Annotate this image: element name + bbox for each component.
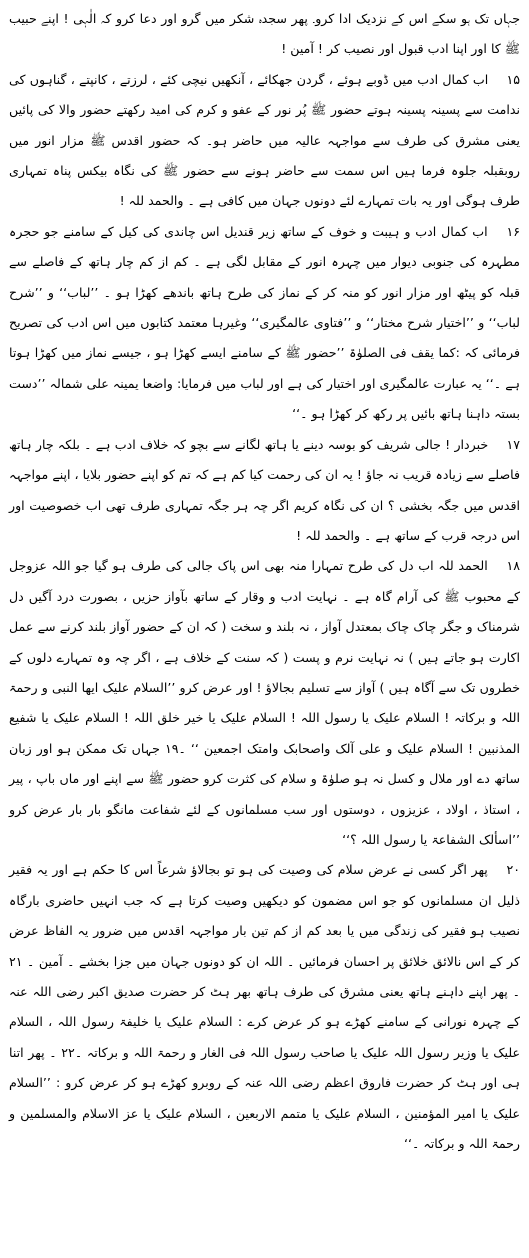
paragraph-15 (9, 65, 520, 217)
paragraph-number: ۱۵ (506, 71, 520, 87)
paragraph-intro (9, 4, 520, 65)
paragraph-text: الحمد للہ اب دل کی طرح تمہارا منہ بھی اس پاک جالی کی طرف ہو گیا جو اللہ عزوجل کے محبوب ﷺ کی آرام گاہ ہے ۔ نہایت ادب و وقار کے ساتھ بآواز حزیں ، بصورت درد آگیں دل شرمناک و جگر چاک چاک بمعتدل آواز ، نہ بلند و سخت ( کہ ان کے حضور آواز بلند کرنے سے عمل اکارت ہو جاتے ہیں ) نہ نہایت نرم و پست ( کہ سنت کے خلاف ہے ، اگر چہ وہ تمہارے دلوں کے خطروں تک سے آگاہ ہیں ) آواز سے تسلیم بجالاؤ ! اور عرض کرو ’’السلام علیک ایھا النبی و رحمۃ اللہ و برکاتہ ! السلام علیک یا رسول اللہ ! السلام علیک یا خیر خلق اللہ ! السلام علیک یا شفیع المذنبین ! السلام علیک و علی آلک واصحابک وامتک اجمعین ‘‘ ۔۱۹ جہاں تک ممکن ہو اور زبان ساتھ دے اور ملال و کسل نہ ہو صلوٰۃ و سلام کی کثرت کرو حضور ﷺ سے اپنے اور ماں باپ ، پیر ، استاذ ، اولاد ، عزیزوں ، دوستوں اور سب مسلمانوں کے لئے شفاعت مانگو بار بار عرض کرو ’’اسألک الشفاعۃ یا رسول اللہ ؟‘‘ (9, 558, 520, 847)
paragraph-text: پھر اگر کسی نے عرض سلام کی وصیت کی ہو تو بجالاؤ شرعاً اس کا حکم ہے اور یہ فقیر ذلیل ان مسلمانوں کو جو اس مضمون کو دیکھیں وصیت کرتا ہے کہ جب انہیں حاضری بارگاہ نصیب ہو فقیر کی زندگی میں یا بعد کم از کم تین بار مواجہہ اقدس میں ضرور یہ الفاظ عرض کر کے اس نالائق خلائق پر احسان فرمائیں ۔ اللہ ان کو دونوں جہان میں جزا بخشے ۔ آمین ۔ ۲۱ ۔ پھر اپنے داہنے ہاتھ یعنی مشرق کی طرف ہاتھ بھر ہٹ کر حضرت صدیق اکبر رضی اللہ عنہ کے چہرہ نورانی کے سامنے کھڑے ہو کر عرض کرے : السلام علیک یا خلیفۃ رسول اللہ ، السلام علیک یا وزیر رسول اللہ علیک یا صاحب رسول اللہ فی الغار و رحمۃ اللہ و برکاتہ ۔۲۲ ۔ پھر اتنا ہی اور ہٹ کر حضرت فاروق اعظم رضی اللہ عنہ کے روبرو کھڑے ہو کر عرض کرو : ’’السلام علیک یا امیر المؤمنین ، السلام علیک یا متمم الاربعین ، السلام علیک یا عز الاسلام والمسلمین و رحمۃ اللہ و برکاتہ ۔‘‘ (9, 862, 520, 1152)
paragraph-16 (9, 217, 520, 430)
paragraph-number: ۱۷ (506, 436, 520, 452)
paragraph-text: اب کمال ادب میں ڈوبے ہوئے ، گردن جھکائے ، آنکھیں نیچی کئے ، لرزتے ، کانپتے ، گناہوں کی ندامت سے پسینہ پسینہ ہوتے حضور ﷺ پُر نور کے عفو و کرم کی امید رکھتے حضور والا کی پائیں یعنی مشرق کی طرف سے مواجہہ عالیہ میں حاضر ہو۔ کہ حضور اقدس ﷺ مزار انور میں روبقبلہ جلوہ فرما ہیں اس سمت سے حاضر ہونے سے حضور ﷺ کی نگاہ بیکس پناہ تمہاری طرف ہوگی اور یہ بات تمہارے لئے دونوں جہان میں کافی ہے ۔ والحمد للہ ! (9, 71, 520, 209)
paragraph-text: خبردار ! جالی شریف کو بوسہ دینے یا ہاتھ لگانے سے بچو کہ خلاف ادب ہے ۔ بلکہ چار ہاتھ فاصلے سے زیادہ قریب نہ جاؤ ! یہ ان کی رحمت کیا کم ہے کہ تم کو اپنے حضور بلایا ، اپنے مواجہہ اقدس میں جگہ بخشی ؟ ان کی نگاہ کریم اگر چہ ہر جگہ تمہاری طرف تھی اب خصوصیت اور اس درجہ قرب کے ساتھ ہے ۔ والحمد للہ ! (9, 436, 520, 543)
paragraph-18 (9, 551, 520, 855)
paragraph-number: ۲۰ (506, 862, 520, 878)
paragraph-number: ۱۶ (506, 223, 520, 239)
paragraph-text: جہاں تک ہو سکے اس کے نزدیک ادا کرو۔ پھر سجدہ شکر میں گرو اور دعا کرو کہ الٰہی ! اپنے حبیب ﷺ کا اور اپنا ادب قبول اور نصیب کر ! آمین ! (9, 11, 520, 57)
paragraph-17 (9, 430, 520, 552)
paragraph-20 (9, 855, 520, 1159)
paragraph-text: اب کمال ادب و ہیبت و خوف کے ساتھ زیر قندیل اس چاندی کی کیل کے سامنے جو حجرہ مطہرہ کی جنوبی دیوار میں چہرہ انور کے مقابل لگی ہے ۔ کم از کم چار ہاتھ کے فاصلے سے قبلہ کو پیٹھ اور مزار انور کو منہ کر کے نماز کی طرح ہاتھ باندھے کھڑا ہو ۔ ’’لباب‘‘ و ’’شرح لباب‘‘ و ’’اختیار شرح مختار‘‘ و ’’فتاوی عالمگیری‘‘ وغیرہا معتمد کتابوں میں اس ادب کی تصریح فرمائی کہ :کما یقف فی الصلوٰۃ ’’حضور ﷺ کے سامنے ایسے کھڑا ہو ، جیسے نماز میں کھڑا ہوتا ہے ۔‘‘ یہ عبارت عالمگیری اور اختیار کی ہے اور لباب میں فرمایا: واضعا یمینہ علی شمالہ ’’دست بستہ داہنا ہاتھ بائیں پر رکھ کر کھڑا ہو ۔‘‘ (9, 223, 520, 422)
paragraph-number: ۱۸ (506, 558, 520, 574)
